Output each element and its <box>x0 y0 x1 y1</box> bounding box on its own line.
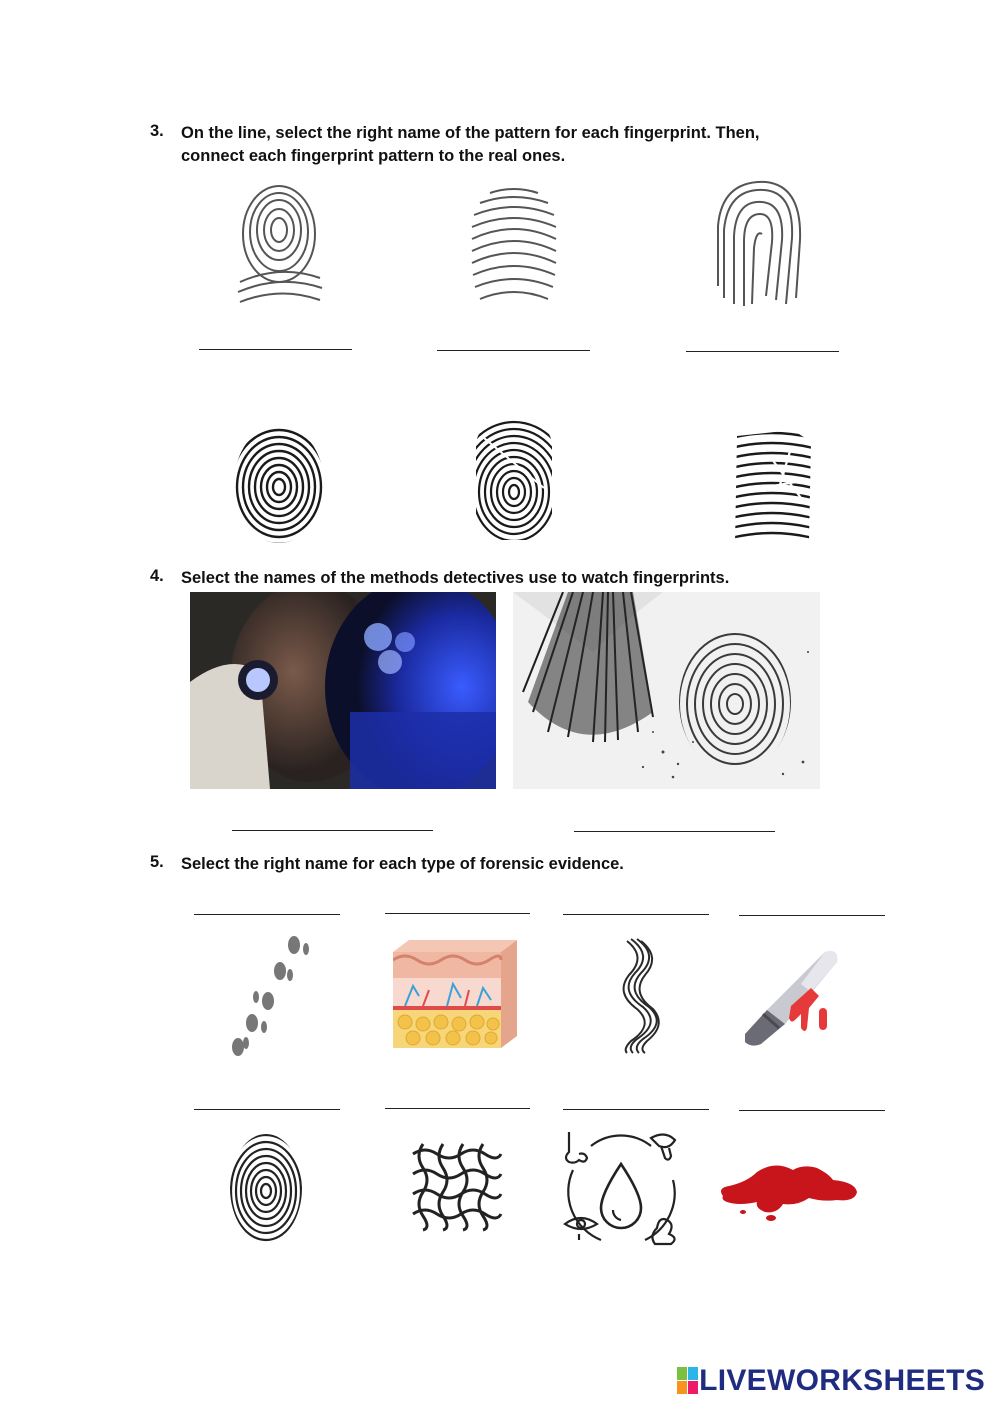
liveworksheets-logo-icon <box>677 1367 699 1395</box>
real-fingerprint-2 <box>474 418 554 542</box>
liveworksheets-brand <box>677 1364 985 1398</box>
q3-answer-line-3[interactable] <box>686 351 839 352</box>
loop-fingerprint-drawing <box>714 178 804 310</box>
question-5-text: Select the right name for each type of forensic evidence. <box>181 855 624 873</box>
q3-answer-line-2[interactable] <box>437 350 590 351</box>
arch-fingerprint-drawing <box>468 183 560 311</box>
q5-answer-line-4[interactable] <box>739 915 885 916</box>
bloody-knife-icon <box>739 948 842 1048</box>
uv-light-photo <box>190 592 496 789</box>
q5-answer-line-1[interactable] <box>194 914 340 915</box>
q5-answer-line-8[interactable] <box>739 1110 885 1111</box>
q5-answer-line-7[interactable] <box>563 1109 709 1110</box>
real-fingerprint-1 <box>232 423 326 545</box>
q5-answer-line-6[interactable] <box>385 1108 530 1109</box>
q5-answer-line-5[interactable] <box>194 1109 340 1110</box>
dusting-brush-photo <box>513 592 820 789</box>
question-3-text-line2: connect each fingerprint pattern to the real ones. <box>181 147 566 165</box>
q5-answer-line-3[interactable] <box>563 914 709 915</box>
q5-answer-line-2[interactable] <box>385 913 530 914</box>
question-3-text-line1: On the line, select the right name of the pattern for each fingerprint. Then, <box>181 124 760 142</box>
whorl-fingerprint-drawing <box>232 178 328 310</box>
q4-answer-line-2[interactable] <box>574 831 775 832</box>
blood-pool-icon <box>717 1160 858 1222</box>
question-4-number: 4. <box>150 567 164 585</box>
question-5-number: 5. <box>150 853 164 871</box>
skin-layers-icon <box>393 940 518 1052</box>
fiber-weave-icon <box>409 1140 505 1234</box>
real-fingerprint-3 <box>731 428 813 546</box>
q4-answer-line-1[interactable] <box>232 830 433 831</box>
footprints-icon <box>224 935 310 1061</box>
fingerprint-icon <box>229 1133 303 1243</box>
q3-answer-line-1[interactable] <box>199 349 352 350</box>
question-4-text: Select the names of the methods detectives use to watch fingerprints. <box>181 569 730 587</box>
question-3-number: 3. <box>150 122 164 140</box>
hair-icon <box>617 937 663 1055</box>
brand-name: LIVEWORKSHEETS <box>699 1364 985 1397</box>
body-fluids-icon <box>561 1130 681 1248</box>
